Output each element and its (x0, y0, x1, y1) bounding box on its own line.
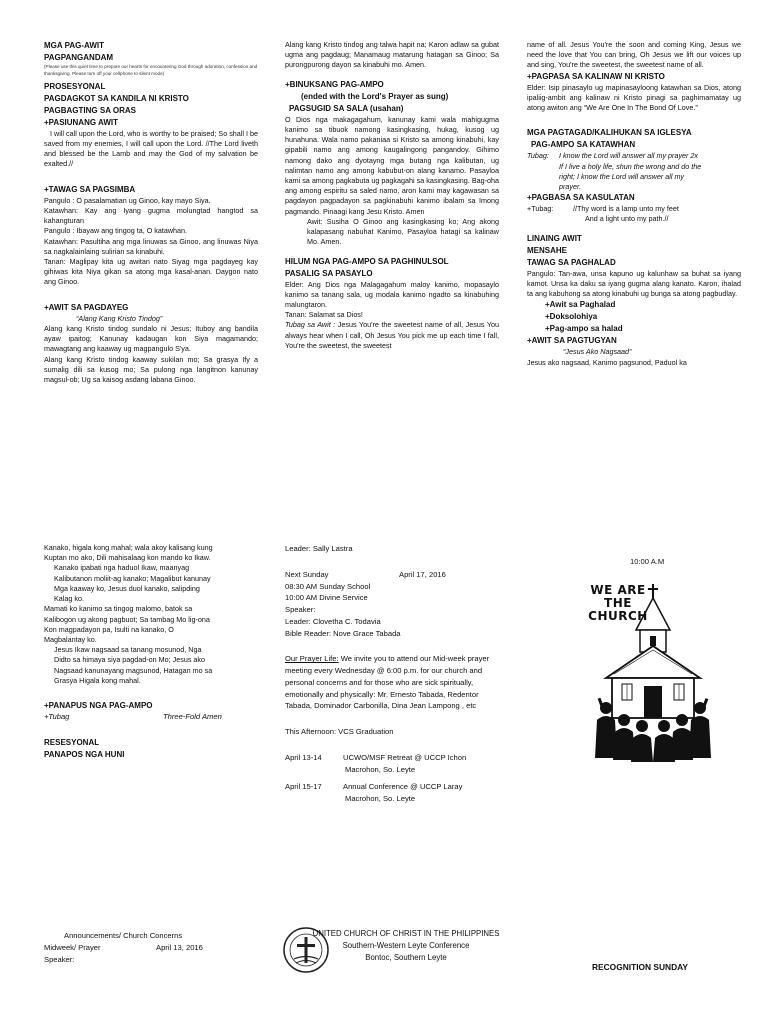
tubag-label: Tubag: (527, 151, 549, 161)
section-title: +AWIT SA PAGTUGYAN (527, 336, 617, 346)
event-date: April 13-14 (285, 752, 322, 762)
section-title: +BINUKSANG PAG-AMPO (285, 79, 384, 89)
next-sunday-row (285, 569, 499, 581)
tubag-block (527, 151, 741, 192)
verse-line: Mga kaaway ko, Jesus duol kanako, salipding (54, 583, 200, 593)
order-of-worship-col1 (44, 40, 258, 385)
leader-line: Leader: Clovetha C. Todavia (285, 616, 381, 626)
next-sunday-date: April 17, 2016 (399, 569, 446, 579)
midweek-date: April 13, 2016 (156, 942, 203, 952)
section-title: +TAWAG SA PAGSIMBA (44, 184, 136, 194)
bible-reader-line: Bible Reader: Nove Grace Tabada (285, 628, 401, 638)
verse-line: Kuptan mo ako, Dili mahisalaag kon mando ko Ikaw. (44, 553, 211, 563)
uccp-name: UNITED CHURCH OF CHRIST IN THE PHILIPPINES (312, 929, 500, 938)
section-title: MGA PAGTAGAD/KALIHUKAN SA IGLESYA (527, 128, 692, 138)
awit-label: Awit: (307, 216, 323, 226)
section-title: +PAGBASA SA KASULATAN (527, 193, 635, 203)
event-line: Macrohon, So. Leyte (345, 794, 416, 804)
section-title: PAGPANGANDAM (44, 53, 114, 62)
midweek-row (44, 942, 258, 954)
tubag2-line: //Thy word is a lamp unto my feet (573, 204, 679, 214)
elder-line: Elder: Isip pinasaylo ug mapinasayloong katawhan sa Dios, atong ipaliig-ambit ang kalinaw ni Kristo pinagi sa paghimamatay ug atong awiton ang “We Are One In The Bond Of Love.” (527, 82, 741, 113)
tubag-label: Tubag sa Awit : (285, 320, 336, 330)
section-title: +PASIUNANG AWIT (44, 117, 119, 127)
song-verse: Alang kang Kristo tindog kaaway sukilan mo; Sa grasya Ify a sumalig dili sa kusog mo; Sa pulong nga langitnon kanunay magsul-ob; Ug sa kaisog asdang labana Ginoo. (44, 354, 258, 384)
tubag2-block (527, 204, 741, 214)
awit-text: Susiha O Ginoo ang kasingkasing ko; Ang akong kalapasang nabuhat Kanimo, Pasayloa hatagi sa kalinaw Mo. Amen. (307, 216, 499, 247)
section-title: PASALIG SA PASAYLO (285, 268, 373, 278)
verse-line: Magbalantay ko. (44, 634, 97, 644)
bulletin-col4 (44, 543, 258, 761)
schedule-line: 08:30 AM Sunday School (285, 581, 371, 591)
prep-note: (Please use this quiet time to prepare our hearts for encountering God through adoration, confession and thanksgiving. Please turn off your cellphone to silent mode) (44, 64, 258, 76)
tubag-label: +Tubag (44, 712, 70, 722)
midweek-label: Midweek/ Prayer (44, 942, 101, 952)
responsive-line: Pangulo : Ibayaw ang tingog ta, O katawhan. (44, 226, 188, 236)
recognition-sunday (592, 962, 742, 974)
uccp-conference: Southern-Western Leyte Conference (342, 941, 470, 951)
tubag-line: prayer. (559, 181, 582, 191)
verse-line: Didto sa himaya siya pagdad-on Mo; Jesus ako (54, 655, 206, 665)
hymn-text: I will call upon the Lord, who is worthy to be praised; So shall I be saved from my enemies, I will call upon the Lord. //The Lord liveth and blessed be the Lamb and may the God of my salvation be exalted.// (44, 128, 258, 169)
section-title: LINAING AWIT (527, 233, 582, 243)
section-title: RESESYONAL (44, 737, 100, 747)
announcements-title: Announcements/ Church Concerns (64, 931, 183, 940)
verse-line: Kon magpadayon pa, Isulti na kanako, O (44, 624, 174, 634)
section-title: PAGDAGKOT SA KANDILA NI KRISTO (44, 93, 189, 103)
uccp-location: Bontoc, Southern Leyte (365, 953, 447, 963)
event-item (285, 752, 499, 776)
section-title: PAGBAGTING SA ORAS (44, 105, 137, 115)
offering-item: +Awit sa Paghalad (545, 300, 616, 310)
responsive-line: Katawhan: Pasultiha ang mga linuwas sa Ginoo, ang linuwas Niya sa nagkalainlaing sulirian sa kinabuhi. (44, 236, 258, 256)
tubag-line: right; I know the Lord will answer all my (559, 171, 685, 181)
offering-item: +Doksolohiya (545, 312, 598, 322)
section-title: +PANAPUS NGA PAG-AMPO (44, 701, 153, 711)
leader-line: Leader: Sally Lastra (285, 544, 353, 553)
awit-response (285, 217, 499, 248)
elder-line: Elder: Ang Dios nga Malagagahum maloy kanimo, mopasaylo kanimo sa tanang sala, ug modala kanimo ngadto sa kinabuhing malungtaron. (285, 279, 499, 309)
prayer-life-text: We invite you to attend our Mid-week prayer meeting every Wednesday @ 6:00 p.m. for our church and personal concerns and for those who are sick spiritually, emotionally and physically: Mr. Ernesto Tabada, Redentor Tabada, Dominador Carbonilla, Dina Jean Lampong , etc (285, 654, 490, 711)
confession-prayer: O Dios nga makagagahum, kanunay kami wala mahigugma kanimo sa tibuok namong kasingkasing, hukag, kusog ug hunahuna. Wala namo pakaniaa si Kristo sa among kinabuhi, kay gipabili namo ang among kaugalingong pangandoy. Gihimo namong dako ang dyotayng mga butang nga kalibutan, ug nalimtan namo ang among kabubut-on alang kanamo. Pasayloa kami sa among pagkabuta ug pagkagahi sa kasingkasing. Bag-oha ang among espiritu sa saled namo, aron kami may kagawasan sa pagdayon pagpadayon sa pagkinabuhi kanimo ibalam sa Imong pagmando. Pinaagi kang Jesu Kristo. Amen (285, 114, 499, 216)
caption-line: WE ARE (590, 583, 646, 597)
tubag-sa-awit (285, 320, 499, 351)
event-date: April 15-17 (285, 782, 322, 792)
song-title: “Alang Kang Kristo Tindog” (76, 313, 163, 323)
tubag2-line: And a light unto my path.// (585, 214, 669, 224)
verse-line: Mamati ko kanimo sa tingog malomo, batok sa (44, 604, 193, 614)
section-title: PANAPOS NGA HUNI (44, 749, 125, 759)
tubag-row (44, 712, 258, 723)
section-title: HILUM NGA PAG-AMPO SA PAGHINULSOL (285, 256, 449, 266)
tanan-line: Tanan: Salamat sa Dios! (285, 310, 363, 320)
offering-item: +Pag-ampo sa halad (545, 324, 623, 334)
section-title: PAGSUGID SA SALA (usahan) (289, 103, 404, 113)
responsive-line: Pangulo : O pasalamatian ug Ginoo, kay mayo Siya. (44, 195, 211, 205)
tubag-line: If I live a holy life, shun the wrong and do the (559, 161, 702, 171)
tubag2-label: +Tubag: (527, 204, 554, 214)
tubag-value: Three-Fold Amen (163, 712, 222, 722)
song-title: “Jesus Ako Nagsaad” (563, 347, 632, 357)
verse-line: Kalag ko. (54, 594, 84, 604)
event-line: Annual Conference @ UCCP Laray (343, 782, 463, 792)
verse-line: Kanako ipabati nga haduol Ikaw, maanyag (54, 563, 190, 573)
event-item (285, 781, 499, 805)
service-time-text: 10:00 A.M (630, 557, 665, 566)
song-verse: Alang kang Kristo tindog sundalo ni Jesus; Ituboy ang bandila ayaw ipaitog; Kanunay kadaugan kon Siya magamando; mawagtang ang kaaway ug magpangulo S'ya. (44, 323, 258, 354)
prayer-life-paragraph (285, 653, 499, 712)
verse-line: Kalibogon ug akong pagbuot; Sa tambag Mo lig-ona (44, 614, 210, 624)
offering-call: Pangulo: Tan-awa, unsa kapuno ug kalunhaw sa buhat sa iyang kamot. Unsa ka daku sa iyang gugma alang kanato. Karon, ihalad ta ang kabuhong sa atong kinabuhi ug bunga sa atong pagbudlay. (527, 268, 741, 299)
caption-line: THE (604, 596, 632, 610)
order-of-worship-col2 (285, 40, 499, 351)
section-title: MENSAHE (527, 245, 568, 255)
speaker-label: Speaker: (44, 954, 75, 964)
song-verse: Jesus ako nagsaad, Kanimo pagsunod, Paduol ka (527, 357, 687, 367)
tubag-line: I know the Lord will answer all my prayer 2x (559, 151, 699, 161)
next-sunday-label: Next Sunday (285, 569, 329, 579)
verse-line: Nagsaad kanunayang magsunod, Hatagan mo sa (54, 665, 213, 675)
bulletin-col5 (285, 543, 499, 805)
section-title: PAG-AMPO SA KATAWHAN (531, 140, 636, 150)
verse-line: Kanako, higala kong mahal; wala akoy kalisang kung (44, 543, 213, 552)
section-title: TAWAG SA PAGHALAD (527, 257, 616, 267)
verse-line: Grasya Higala kong mahal. (54, 675, 141, 685)
section-title: +AWIT SA PAGDAYEG (44, 302, 129, 312)
song-verse: name of all. Jesus You're the soon and coming King, Jesus we need the love that You can bring, Oh Jesus we lift our voices up and sing, You're the sweetest, the sweetest name of all. (527, 40, 741, 70)
illustration-caption (588, 584, 648, 623)
prayer-life-label: Our Prayer Life: (285, 654, 339, 664)
afternoon-line: This Afternoon: VCS Graduation (285, 727, 394, 737)
event-line: Macrohon, So. Leyte (345, 764, 416, 774)
service-time (630, 556, 710, 568)
event-line: UCWO/MSF Retreat @ UCCP Ichon (343, 752, 467, 762)
caption-line: CHURCH (588, 609, 648, 623)
responsive-line: Tanan: Maglipay kita ug awitan nato Siyag mga pagdayeg kay gihiwas kita Niya gikan sa atong mga kasal-anan. Daygon nato ang Ginoo. (44, 256, 258, 287)
section-title: +PAGPASA SA KALINAW NI KRISTO (527, 71, 665, 81)
we-are-the-church-illustration (584, 580, 724, 765)
song-verse: Alang kang Kristo tindog ang talwa hapit na; Karon adlaw sa gubat ugma ang pagdaug; Manamaug matarung hatagan sa Ginoo; Sa purongpurong dayon sa kinabuhi mo. Amen. (285, 40, 499, 70)
section-title: MGA PAG-AWIT (44, 41, 104, 50)
uccp-name-block (306, 928, 506, 964)
verse-line: Jesus Ikaw nagsaad sa tanang mosunod, Nga (54, 645, 202, 655)
schedule-line: 10:00 AM Divine Service (285, 593, 368, 603)
verse-line: Kalibutanon moliit-ag kanako; Magalibut kanunay (54, 573, 211, 583)
order-of-worship-col3 (527, 40, 741, 368)
tubag-text: Jesus You're the sweetest name of all, Jesus You always hear when I call, Oh Jesus You pick me up each time I fall, You're the sweetest, the sweetest (285, 320, 499, 350)
recognition-title: RECOGNITION SUNDAY (592, 962, 689, 972)
speaker-line: Speaker: (285, 605, 316, 615)
section-note: (ended with the Lord's Prayer as sung) (301, 91, 449, 101)
announcements-block (44, 930, 258, 965)
responsive-line: Katawhan: Kay ang Iyang gugma molungtad hangtod sa kahangturan (44, 205, 258, 226)
section-title: PROSESYONAL (44, 81, 106, 91)
